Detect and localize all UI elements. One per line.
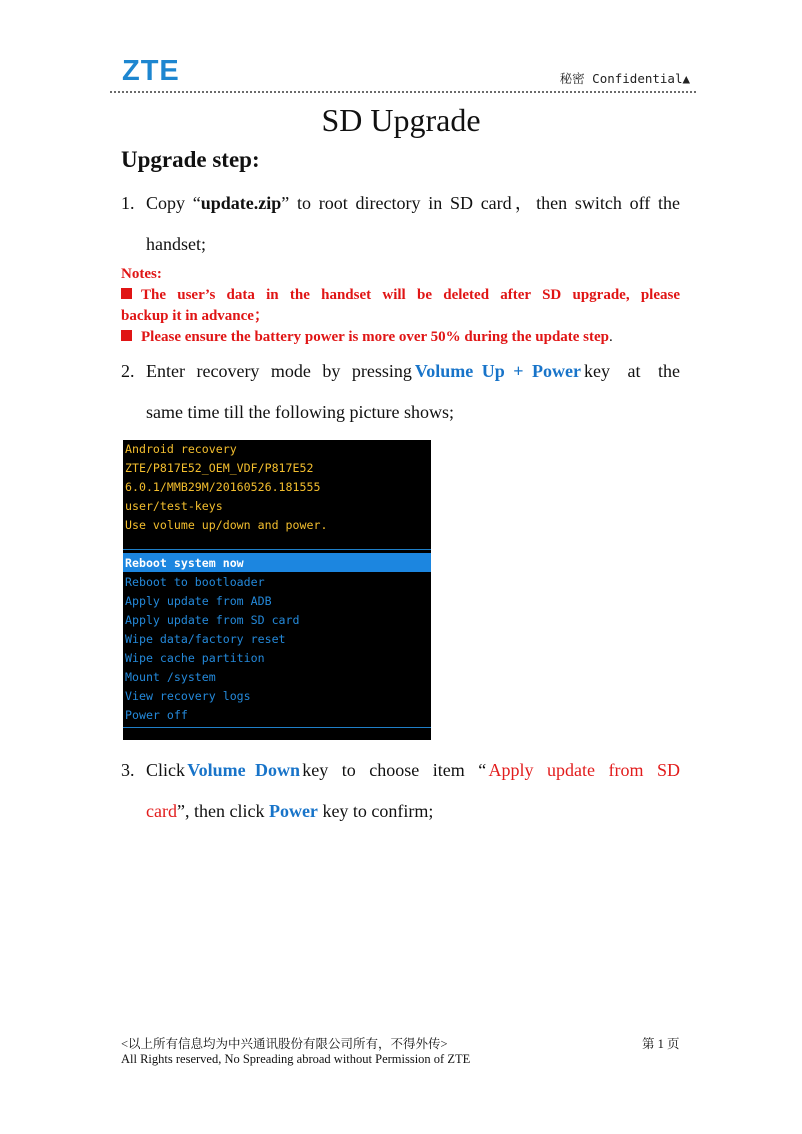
step-2-key-combo: Volume Up + Power xyxy=(414,361,582,381)
recovery-divider xyxy=(123,549,431,550)
step-1-text-a: Copy “ xyxy=(146,193,201,213)
step-2-number: 2. xyxy=(121,361,135,381)
step-3-menu-item-name-end: card xyxy=(146,801,177,821)
step-3-line-1 xyxy=(146,759,680,781)
step-2-line-2: same time till the following picture shows; xyxy=(146,402,454,422)
zte-logo: ZTE xyxy=(122,55,180,87)
step-1-line-1 xyxy=(146,192,680,214)
recovery-menu-item: Apply update from ADB xyxy=(125,594,272,608)
confidential-label: 秘密 Confidential▲ xyxy=(559,71,690,86)
recovery-header-line: 6.0.1/MMB29M/20160526.181555 xyxy=(125,480,321,494)
recovery-header-line: user/test-keys xyxy=(125,499,223,513)
recovery-header-line: Android recovery xyxy=(125,442,237,456)
notes-block xyxy=(121,264,680,348)
step-3-key-power: Power xyxy=(268,801,318,821)
step-1-filename: update.zip xyxy=(200,193,282,213)
footer-en-notice: All Rights reserved, No Spreading abroad without Permission of ZTE xyxy=(121,1052,471,1066)
section-heading: Upgrade step: xyxy=(121,147,260,172)
notes-label: Notes: xyxy=(121,266,162,282)
recovery-menu-item: Mount /system xyxy=(125,670,216,684)
recovery-menu-item: Reboot system now xyxy=(125,556,244,570)
step-3-menu-item-name: Apply update from SD xyxy=(488,760,680,780)
page-number: 第 1 页 xyxy=(642,1037,680,1051)
step-3-text-a: Click xyxy=(146,760,185,780)
note-2: Please ensure the battery power is more over 50% during the update step. xyxy=(121,327,680,348)
page-title: SD Upgrade xyxy=(321,102,481,138)
recovery-menu-item: Wipe data/factory reset xyxy=(125,632,286,646)
step-2-line-1 xyxy=(146,360,680,382)
step-3-line-2 xyxy=(146,800,433,822)
header-divider xyxy=(110,91,696,93)
recovery-menu-item: View recovery logs xyxy=(125,689,251,703)
recovery-menu-item: Reboot to bootloader xyxy=(125,575,265,589)
recovery-menu-item: Power off xyxy=(125,708,188,722)
recovery-header-line: Use volume up/down and power. xyxy=(125,518,328,532)
bullet-square-icon xyxy=(121,288,132,299)
step-1-text-b: ” to root directory in SD card，then switch off the xyxy=(281,193,681,213)
step-1-line-2: handset; xyxy=(146,234,206,254)
recovery-header-line: ZTE/P817E52_OEM_VDF/P817E52 xyxy=(125,461,314,475)
step-1-number: 1. xyxy=(121,193,135,213)
step-2-text-b: key at the xyxy=(584,361,680,381)
recovery-menu-item: Wipe cache partition xyxy=(125,651,265,665)
recovery-divider xyxy=(123,727,431,728)
note-1-line-1: The user’s data in the handset will be deleted after SD upgrade, please xyxy=(121,285,680,306)
step-3-number: 3. xyxy=(121,760,135,780)
note-1-line-2: backup it in advance； xyxy=(121,308,269,324)
recovery-screenshot xyxy=(123,440,431,740)
step-3-text-b: key to choose item “ xyxy=(302,760,487,780)
bullet-square-icon xyxy=(121,330,132,341)
footer-cn-notice: <以上所有信息均为中兴通讯股份有限公司所有，不得外传> xyxy=(121,1037,448,1051)
recovery-menu-item: Apply update from SD card xyxy=(125,613,300,627)
step-3-text-c: ”, then click xyxy=(176,801,265,821)
step-2-text-a: Enter recovery mode by pressing xyxy=(146,361,412,381)
step-3-text-d: key to confirm; xyxy=(322,801,434,821)
step-3-key-volume-down: Volume Down xyxy=(187,760,301,780)
